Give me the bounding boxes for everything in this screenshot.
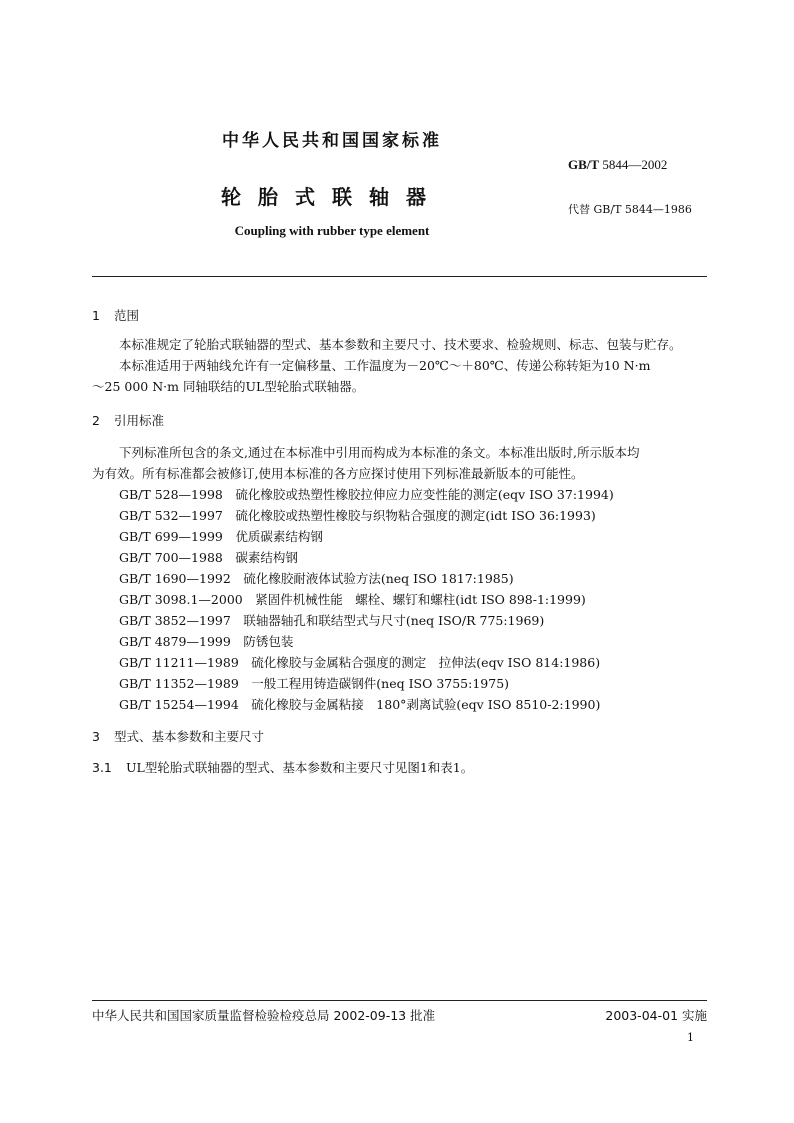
replaces-note: 代替 GB/T 5844—1986 [568,203,692,216]
english-title: Coupling with rubber type element [234,223,430,238]
subsection-3-1 [92,758,473,776]
reference-title: 硫化橡胶与金属粘接 180°剥离试验(eqv ISO 8510-2:1990) [251,697,601,712]
reference-item [119,674,509,692]
reference-code: GB/T 15254—1994 [119,697,239,712]
reference-item [119,527,323,545]
section-number: 2 [92,413,100,428]
document-title: 轮胎式联轴器 [221,185,443,209]
reference-code: GB/T 4879—1999 [119,634,231,649]
reference-code: GB/T 1690—1992 [119,571,231,586]
section-2-paragraph-line-1: 下列标准所包含的条文,通过在本标准中引用而构成为本标准的条文。本标准出版时,所示版本均 [119,445,640,460]
page-number: 1 [687,1031,694,1044]
section-title: 型式、基本参数和主要尺寸 [114,729,265,744]
national-standard-title: 中华人民共和国国家标准 [222,131,442,151]
reference-title: 优质碳素结构钢 [235,529,323,544]
reference-item [119,590,586,608]
section-1-paragraph-2-line-1: 本标准适用于两轴线允许有一定偏移量、工作温度为－20℃～＋80℃、传递公称转矩为10 N·m [119,358,651,373]
reference-title: 硫化橡胶或热塑性橡胶与织物粘合强度的测定(idt ISO 36:1993) [235,508,596,523]
reference-code: GB/T 3098.1—2000 [119,592,243,607]
reference-title: 硫化橡胶耐液体试验方法(neq ISO 1817:1985) [243,571,514,586]
reference-title: 联轴器轴孔和联结型式与尺寸(neq ISO/R 775:1969) [243,613,545,628]
reference-title: 一般工程用铸造碳钢件(neq ISO 3755:1975) [251,676,510,691]
section-number: 1 [92,308,100,323]
reference-code: GB/T 3852—1997 [119,613,231,628]
reference-code: GB/T 532—1997 [119,508,223,523]
section-1-heading [92,306,139,324]
reference-title: 碳素结构钢 [235,550,298,565]
reference-title: 防锈包装 [243,634,294,649]
implementation-date: 2003-04-01 实施 [605,1008,707,1023]
reference-item [119,695,600,713]
reference-item [119,611,544,629]
header-divider [92,276,707,277]
section-number: 3 [92,729,100,744]
standard-code: 5844—2002 [602,157,668,172]
reference-code: GB/T 11211—1989 [119,655,239,670]
section-2-paragraph-line-2: 为有效。所有标准都会被修订,使用本标准的各方应探讨使用下列标准最新版本的可能性。 [92,466,584,481]
reference-code: GB/T 699—1999 [119,529,223,544]
standard-prefix: GB/T [568,157,600,172]
section-1-paragraph-1: 本标准规定了轮胎式联轴器的型式、基本参数和主要尺寸、技术要求、检验规则、标志、包装与贮存。 [119,337,682,352]
section-title: 范围 [114,308,140,323]
standard-number [568,157,667,173]
reference-item [119,653,600,671]
reference-title: 紧固件机械性能 螺栓、螺钉和螺柱(idt ISO 898-1:1999) [255,592,586,607]
section-title: 引用标准 [114,413,165,428]
subsection-text: UL型轮胎式联轴器的型式、基本参数和主要尺寸见图1和表1。 [126,760,474,775]
reference-title: 硫化橡胶或热塑性橡胶拉伸应力应变性能的测定(eqv ISO 37:1994) [235,487,614,502]
reference-code: GB/T 11352—1989 [119,676,239,691]
reference-item [119,632,293,650]
subsection-number: 3.1 [92,760,112,775]
approval-note: 中华人民共和国国家质量监督检验检疫总局 2002-09-13 批准 [92,1008,436,1023]
reference-item [119,569,514,587]
reference-item [119,548,298,566]
reference-code: GB/T 700—1988 [119,550,223,565]
section-1-paragraph-2-line-2: ～25 000 N·m 同轴联结的UL型轮胎式联轴器。 [92,379,365,394]
footer-divider [92,1000,707,1001]
reference-title: 硫化橡胶与金属粘合强度的测定 拉伸法(eqv ISO 814:1986) [251,655,601,670]
reference-code: GB/T 528—1998 [119,487,223,502]
section-3-heading [92,727,264,745]
reference-item [119,506,596,524]
section-2-heading [92,411,164,429]
reference-item [119,485,614,503]
